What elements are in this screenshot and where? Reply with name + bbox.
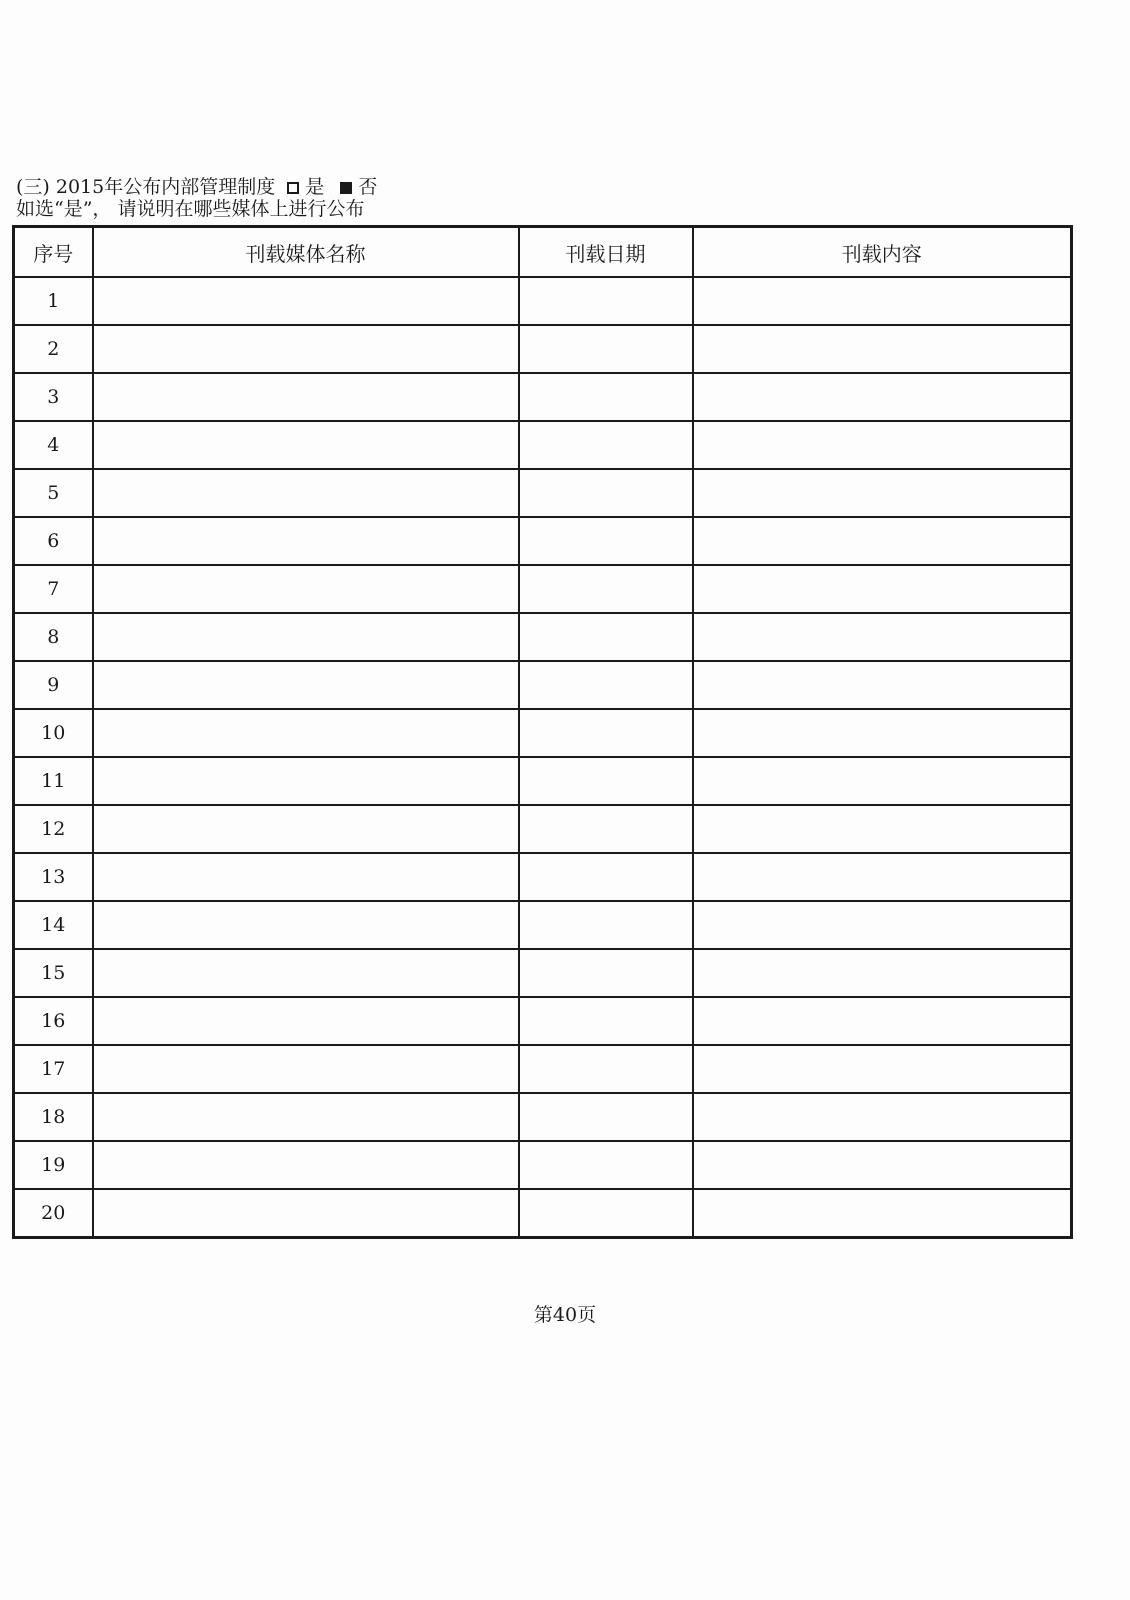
- cell-publish-date[interactable]: [519, 805, 693, 853]
- cell-serial-number: 12: [14, 805, 93, 853]
- cell-publish-content[interactable]: [693, 421, 1072, 469]
- cell-publish-content[interactable]: [693, 709, 1072, 757]
- cell-publish-date[interactable]: [519, 373, 693, 421]
- table-row: [14, 709, 1072, 757]
- cell-serial-number: 18: [14, 1093, 93, 1141]
- cell-media-name[interactable]: [93, 373, 519, 421]
- cell-publish-date[interactable]: [519, 1141, 693, 1189]
- table-row: [14, 421, 1072, 469]
- cell-serial-number: 13: [14, 853, 93, 901]
- yes-checkbox-icon[interactable]: [287, 182, 299, 194]
- cell-publish-content[interactable]: [693, 1045, 1072, 1093]
- cell-publish-date[interactable]: [519, 1093, 693, 1141]
- header-media-name: 刊载媒体名称: [93, 227, 519, 278]
- cell-publish-content[interactable]: [693, 1189, 1072, 1238]
- table-body: [14, 277, 1072, 1238]
- cell-serial-number: 4: [14, 421, 93, 469]
- cell-media-name[interactable]: [93, 709, 519, 757]
- cell-publish-date[interactable]: [519, 325, 693, 373]
- cell-publish-date[interactable]: [519, 757, 693, 805]
- table-row: [14, 757, 1072, 805]
- cell-media-name[interactable]: [93, 1093, 519, 1141]
- cell-media-name[interactable]: [93, 421, 519, 469]
- cell-publish-content[interactable]: [693, 565, 1072, 613]
- cell-media-name[interactable]: [93, 277, 519, 325]
- cell-media-name[interactable]: [93, 949, 519, 997]
- table-row: [14, 661, 1072, 709]
- cell-serial-number: 10: [14, 709, 93, 757]
- cell-publish-content[interactable]: [693, 853, 1072, 901]
- cell-media-name[interactable]: [93, 853, 519, 901]
- table-row: [14, 373, 1072, 421]
- table-row: [14, 277, 1072, 325]
- cell-publish-content[interactable]: [693, 997, 1072, 1045]
- cell-publish-content[interactable]: [693, 469, 1072, 517]
- instruction-text: 如选“是”， 请说明在哪些媒体上进行公布: [16, 198, 365, 220]
- cell-serial-number: 1: [14, 277, 93, 325]
- cell-publish-date[interactable]: [519, 997, 693, 1045]
- cell-serial-number: 16: [14, 997, 93, 1045]
- cell-publish-date[interactable]: [519, 949, 693, 997]
- table-row: [14, 565, 1072, 613]
- cell-publish-content[interactable]: [693, 757, 1072, 805]
- cell-publish-content[interactable]: [693, 661, 1072, 709]
- cell-serial-number: 5: [14, 469, 93, 517]
- cell-publish-content[interactable]: [693, 517, 1072, 565]
- cell-publish-date[interactable]: [519, 613, 693, 661]
- table-row: [14, 1045, 1072, 1093]
- no-label: 否: [358, 176, 378, 198]
- cell-publish-content[interactable]: [693, 373, 1072, 421]
- header-serial-number: 序号: [14, 227, 93, 278]
- cell-publish-content[interactable]: [693, 1093, 1072, 1141]
- cell-media-name[interactable]: [93, 901, 519, 949]
- cell-serial-number: 17: [14, 1045, 93, 1093]
- cell-publish-date[interactable]: [519, 853, 693, 901]
- cell-publish-date[interactable]: [519, 517, 693, 565]
- cell-serial-number: 20: [14, 1189, 93, 1238]
- cell-serial-number: 2: [14, 325, 93, 373]
- table-row: [14, 853, 1072, 901]
- cell-publish-date[interactable]: [519, 661, 693, 709]
- cell-media-name[interactable]: [93, 1045, 519, 1093]
- cell-publish-date[interactable]: [519, 1045, 693, 1093]
- table-row: [14, 997, 1072, 1045]
- table-row: [14, 1189, 1072, 1238]
- cell-publish-content[interactable]: [693, 805, 1072, 853]
- cell-media-name[interactable]: [93, 613, 519, 661]
- no-checkbox-icon[interactable]: [340, 182, 352, 194]
- table-row: [14, 949, 1072, 997]
- cell-serial-number: 9: [14, 661, 93, 709]
- cell-media-name[interactable]: [93, 1141, 519, 1189]
- media-publication-table: [12, 225, 1073, 1239]
- cell-media-name[interactable]: [93, 565, 519, 613]
- heading-line-1: [16, 176, 381, 198]
- table-row: [14, 1093, 1072, 1141]
- cell-media-name[interactable]: [93, 1189, 519, 1238]
- cell-media-name[interactable]: [93, 469, 519, 517]
- cell-serial-number: 8: [14, 613, 93, 661]
- cell-serial-number: 14: [14, 901, 93, 949]
- cell-publish-date[interactable]: [519, 565, 693, 613]
- table-row: [14, 325, 1072, 373]
- cell-publish-content[interactable]: [693, 325, 1072, 373]
- table-row: [14, 469, 1072, 517]
- cell-media-name[interactable]: [93, 661, 519, 709]
- cell-publish-content[interactable]: [693, 1141, 1072, 1189]
- cell-serial-number: 7: [14, 565, 93, 613]
- cell-publish-date[interactable]: [519, 1189, 693, 1238]
- cell-serial-number: 3: [14, 373, 93, 421]
- cell-serial-number: 11: [14, 757, 93, 805]
- cell-serial-number: 19: [14, 1141, 93, 1189]
- cell-publish-date[interactable]: [519, 421, 693, 469]
- cell-media-name[interactable]: [93, 325, 519, 373]
- section-heading: [16, 176, 381, 220]
- cell-publish-date[interactable]: [519, 469, 693, 517]
- cell-publish-content[interactable]: [693, 901, 1072, 949]
- header-publish-date: 刊载日期: [519, 227, 693, 278]
- cell-media-name[interactable]: [93, 805, 519, 853]
- cell-publish-date[interactable]: [519, 709, 693, 757]
- cell-serial-number: 6: [14, 517, 93, 565]
- cell-media-name[interactable]: [93, 517, 519, 565]
- header-publish-content: 刊载内容: [693, 227, 1072, 278]
- cell-serial-number: 15: [14, 949, 93, 997]
- cell-publish-content[interactable]: [693, 277, 1072, 325]
- table-row: [14, 901, 1072, 949]
- cell-media-name[interactable]: [93, 757, 519, 805]
- cell-publish-content[interactable]: [693, 949, 1072, 997]
- yes-label: 是: [305, 176, 325, 198]
- cell-publish-content[interactable]: [693, 613, 1072, 661]
- table-row: [14, 613, 1072, 661]
- table-row: [14, 805, 1072, 853]
- heading-prefix: (三) 2015年公布内部管理制度: [16, 176, 276, 198]
- table-header-row: [14, 227, 1072, 278]
- cell-media-name[interactable]: [93, 997, 519, 1045]
- table-row: [14, 517, 1072, 565]
- table-row: [14, 1141, 1072, 1189]
- cell-publish-date[interactable]: [519, 901, 693, 949]
- page-number: 第40页: [533, 1304, 597, 1326]
- cell-publish-date[interactable]: [519, 277, 693, 325]
